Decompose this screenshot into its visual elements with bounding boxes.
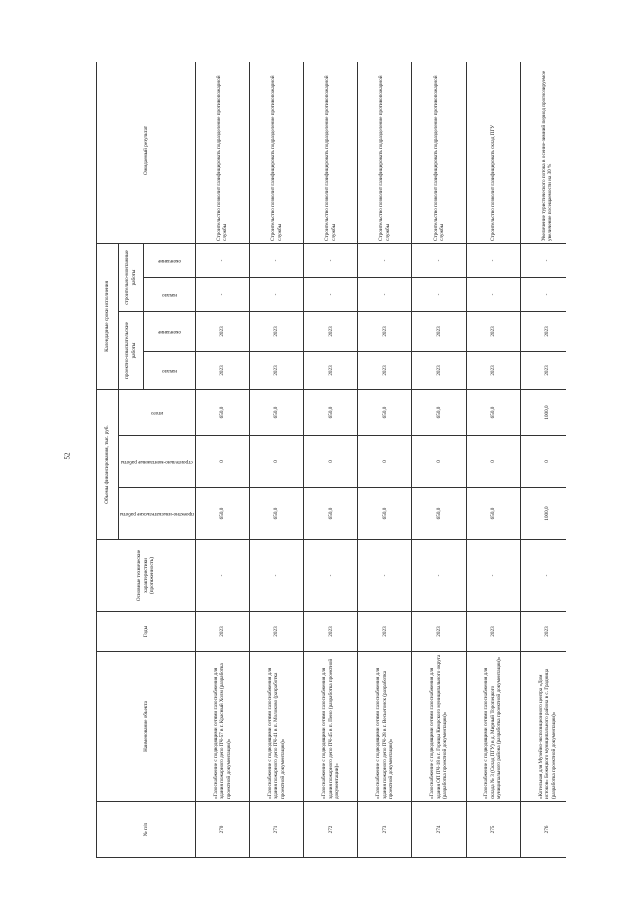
rotated-table-container <box>96 62 566 858</box>
header-num: № п/п <box>97 802 196 858</box>
cell-build-end: - <box>195 243 249 277</box>
cell-year: 2023 <box>195 612 249 652</box>
cell-design-end: 2023 <box>195 311 249 351</box>
cell-num: 270 <box>195 802 249 858</box>
cell-design-start: 2023 <box>195 351 249 389</box>
table-row <box>520 62 566 858</box>
cell-design-end: 2023 <box>466 311 520 351</box>
cell-total-cost: 650,0 <box>195 389 249 435</box>
cell-year: 2023 <box>520 612 566 652</box>
cell-build-start: - <box>250 277 304 311</box>
cell-tech: - <box>250 540 304 612</box>
objects-table <box>96 62 566 858</box>
cell-num: 275 <box>466 802 520 858</box>
cell-name: «Газоснабжение с подводящими сетями газоснабжения для здания пожарного депо ПЧ-57 в г. Красный Холм (разработка проектной документации)» <box>195 652 249 802</box>
cell-tech: - <box>412 540 466 612</box>
cell-build-end: - <box>520 243 566 277</box>
cell-tech: - <box>466 540 520 612</box>
cell-result: Строительство позволит газифицировать подразделение противопожарной службы <box>358 62 412 243</box>
table-row <box>304 62 358 858</box>
cell-design-cost: 650,0 <box>466 488 520 540</box>
cell-design-cost: 650,0 <box>195 488 249 540</box>
cell-year: 2023 <box>358 612 412 652</box>
cell-build-start: - <box>412 277 466 311</box>
document-area <box>96 62 566 858</box>
header-result: Ожидаемый результат <box>97 62 196 243</box>
cell-result: Строительство позволит газифицировать подразделение противопожарной службы <box>412 62 466 243</box>
cell-total-cost: 1000,0 <box>520 389 566 435</box>
header-fin-design: проектно-изыскательские работы <box>120 510 194 517</box>
cell-year: 2023 <box>412 612 466 652</box>
cell-name: «Газоснабжение с подводящими сетями газоснабжения для здания пожарного депо ПЧ-41 в п. Молоково (разработка проектной документации)» <box>250 652 304 802</box>
cell-design-start: 2023 <box>358 351 412 389</box>
cell-build-start: - <box>195 277 249 311</box>
cell-build-cost: 0 <box>304 436 358 488</box>
cell-num: 272 <box>304 802 358 858</box>
header-years: Годы <box>97 612 196 652</box>
header-build-end: окончание <box>157 257 181 264</box>
cell-build-end: - <box>412 243 466 277</box>
cell-name: «Газоснабжение с подводящими сетями газоснабжения для здания пожарного депо ПЧ-28 в г. Весьегонск (разработка проектной документации)» <box>358 652 412 802</box>
header-sched-design: проектно-изыскательские работы <box>119 311 144 389</box>
cell-num: 273 <box>358 802 412 858</box>
cell-build-cost: 0 <box>520 436 566 488</box>
cell-tech: - <box>520 540 566 612</box>
cell-design-cost: 650,0 <box>412 488 466 540</box>
cell-result: Увеличение туристического потока в осенне-зимний период прогнозируемое увеличение посещаемости на 30 % <box>520 62 566 243</box>
cell-design-start: 2023 <box>250 351 304 389</box>
cell-result: Строительство позволит газифицировать склад ПГУ <box>466 62 520 243</box>
cell-result: Строительство позволит газифицировать подразделение противопожарной службы <box>304 62 358 243</box>
cell-build-cost: 0 <box>195 436 249 488</box>
cell-design-end: 2023 <box>358 311 412 351</box>
cell-total-cost: 650,0 <box>250 389 304 435</box>
cell-total-cost: 650,0 <box>466 389 520 435</box>
header-name: Наименование объекта <box>97 652 196 802</box>
table-body <box>195 62 566 858</box>
cell-tech: - <box>358 540 412 612</box>
cell-year: 2023 <box>304 612 358 652</box>
header-fin-build: строительно-монтажные работы <box>121 458 193 465</box>
cell-total-cost: 650,0 <box>358 389 412 435</box>
cell-build-end: - <box>358 243 412 277</box>
header-fin-total: итого <box>150 409 164 416</box>
header-design-start: начало <box>161 367 177 374</box>
table-row <box>358 62 412 858</box>
header-design-end: окончание <box>157 328 181 335</box>
page-number: 52 <box>63 452 72 460</box>
cell-name: «Газоснабжение с подводящими сетями газоснабжения для склада № 3 (Склад ПГУ) в д. Мирный Торопецкого муниципального района (разработка проектной документации)» <box>466 652 520 802</box>
header-schedule: Календарные сроки исполнения <box>97 243 119 389</box>
cell-build-start: - <box>304 277 358 311</box>
cell-build-end: - <box>250 243 304 277</box>
cell-design-start: 2023 <box>466 351 520 389</box>
cell-design-cost: 650,0 <box>250 488 304 540</box>
cell-total-cost: 650,0 <box>304 389 358 435</box>
cell-build-start: - <box>466 277 520 311</box>
cell-design-end: 2023 <box>250 311 304 351</box>
table-row <box>195 62 249 858</box>
cell-design-cost: 650,0 <box>304 488 358 540</box>
cell-build-cost: 0 <box>358 436 412 488</box>
cell-design-start: 2023 <box>520 351 566 389</box>
cell-name: «Газоснабжение с подводящими сетями газоснабжения для здания ОП ПЧ-18 в г. Горицы Кимрского муниципального округа (разработка проектной документации)» <box>412 652 466 802</box>
cell-build-end: - <box>304 243 358 277</box>
cell-total-cost: 650,0 <box>412 389 466 435</box>
cell-design-cost: 650,0 <box>358 488 412 540</box>
cell-tech: - <box>304 540 358 612</box>
cell-num: 271 <box>250 802 304 858</box>
cell-result: Строительство позволит газифицировать подразделение противопожарной службы <box>250 62 304 243</box>
cell-design-end: 2023 <box>304 311 358 351</box>
cell-name: «Котельная для Музейно-экспозиционного центра «Дом истоков» Бежецкого муниципального района в с. Градница (разработка проектной документации)» <box>520 652 566 802</box>
cell-tech: - <box>195 540 249 612</box>
cell-design-cost: 1000,0 <box>520 488 566 540</box>
cell-design-end: 2023 <box>412 311 466 351</box>
cell-num: 276 <box>520 802 566 858</box>
header-build-start: начало <box>161 291 177 298</box>
cell-design-end: 2023 <box>520 311 566 351</box>
table-row <box>466 62 520 858</box>
cell-build-cost: 0 <box>250 436 304 488</box>
header-tech: Основные технические характеристики (протяженность) <box>97 540 196 612</box>
header-finance: Объемы финансирования, тыс. руб. <box>97 389 119 539</box>
table-row <box>250 62 304 858</box>
cell-build-start: - <box>358 277 412 311</box>
cell-result: Строительство позволит газифицировать подразделение противопожарной службы <box>195 62 249 243</box>
table-row <box>412 62 466 858</box>
cell-year: 2023 <box>466 612 520 652</box>
cell-build-cost: 0 <box>412 436 466 488</box>
cell-build-end: - <box>466 243 520 277</box>
cell-name: «Газоснабжение с подводящими сетями газоснабжения для здания пожарного депо ПЧ-45 в п. Пено (разработка проектной документации)» <box>304 652 358 802</box>
cell-year: 2023 <box>250 612 304 652</box>
cell-design-start: 2023 <box>304 351 358 389</box>
cell-build-cost: 0 <box>466 436 520 488</box>
header-sched-build: строительно-монтажные работы <box>119 243 144 311</box>
table-header <box>97 62 196 858</box>
cell-num: 274 <box>412 802 466 858</box>
cell-build-start: - <box>520 277 566 311</box>
cell-design-start: 2023 <box>412 351 466 389</box>
